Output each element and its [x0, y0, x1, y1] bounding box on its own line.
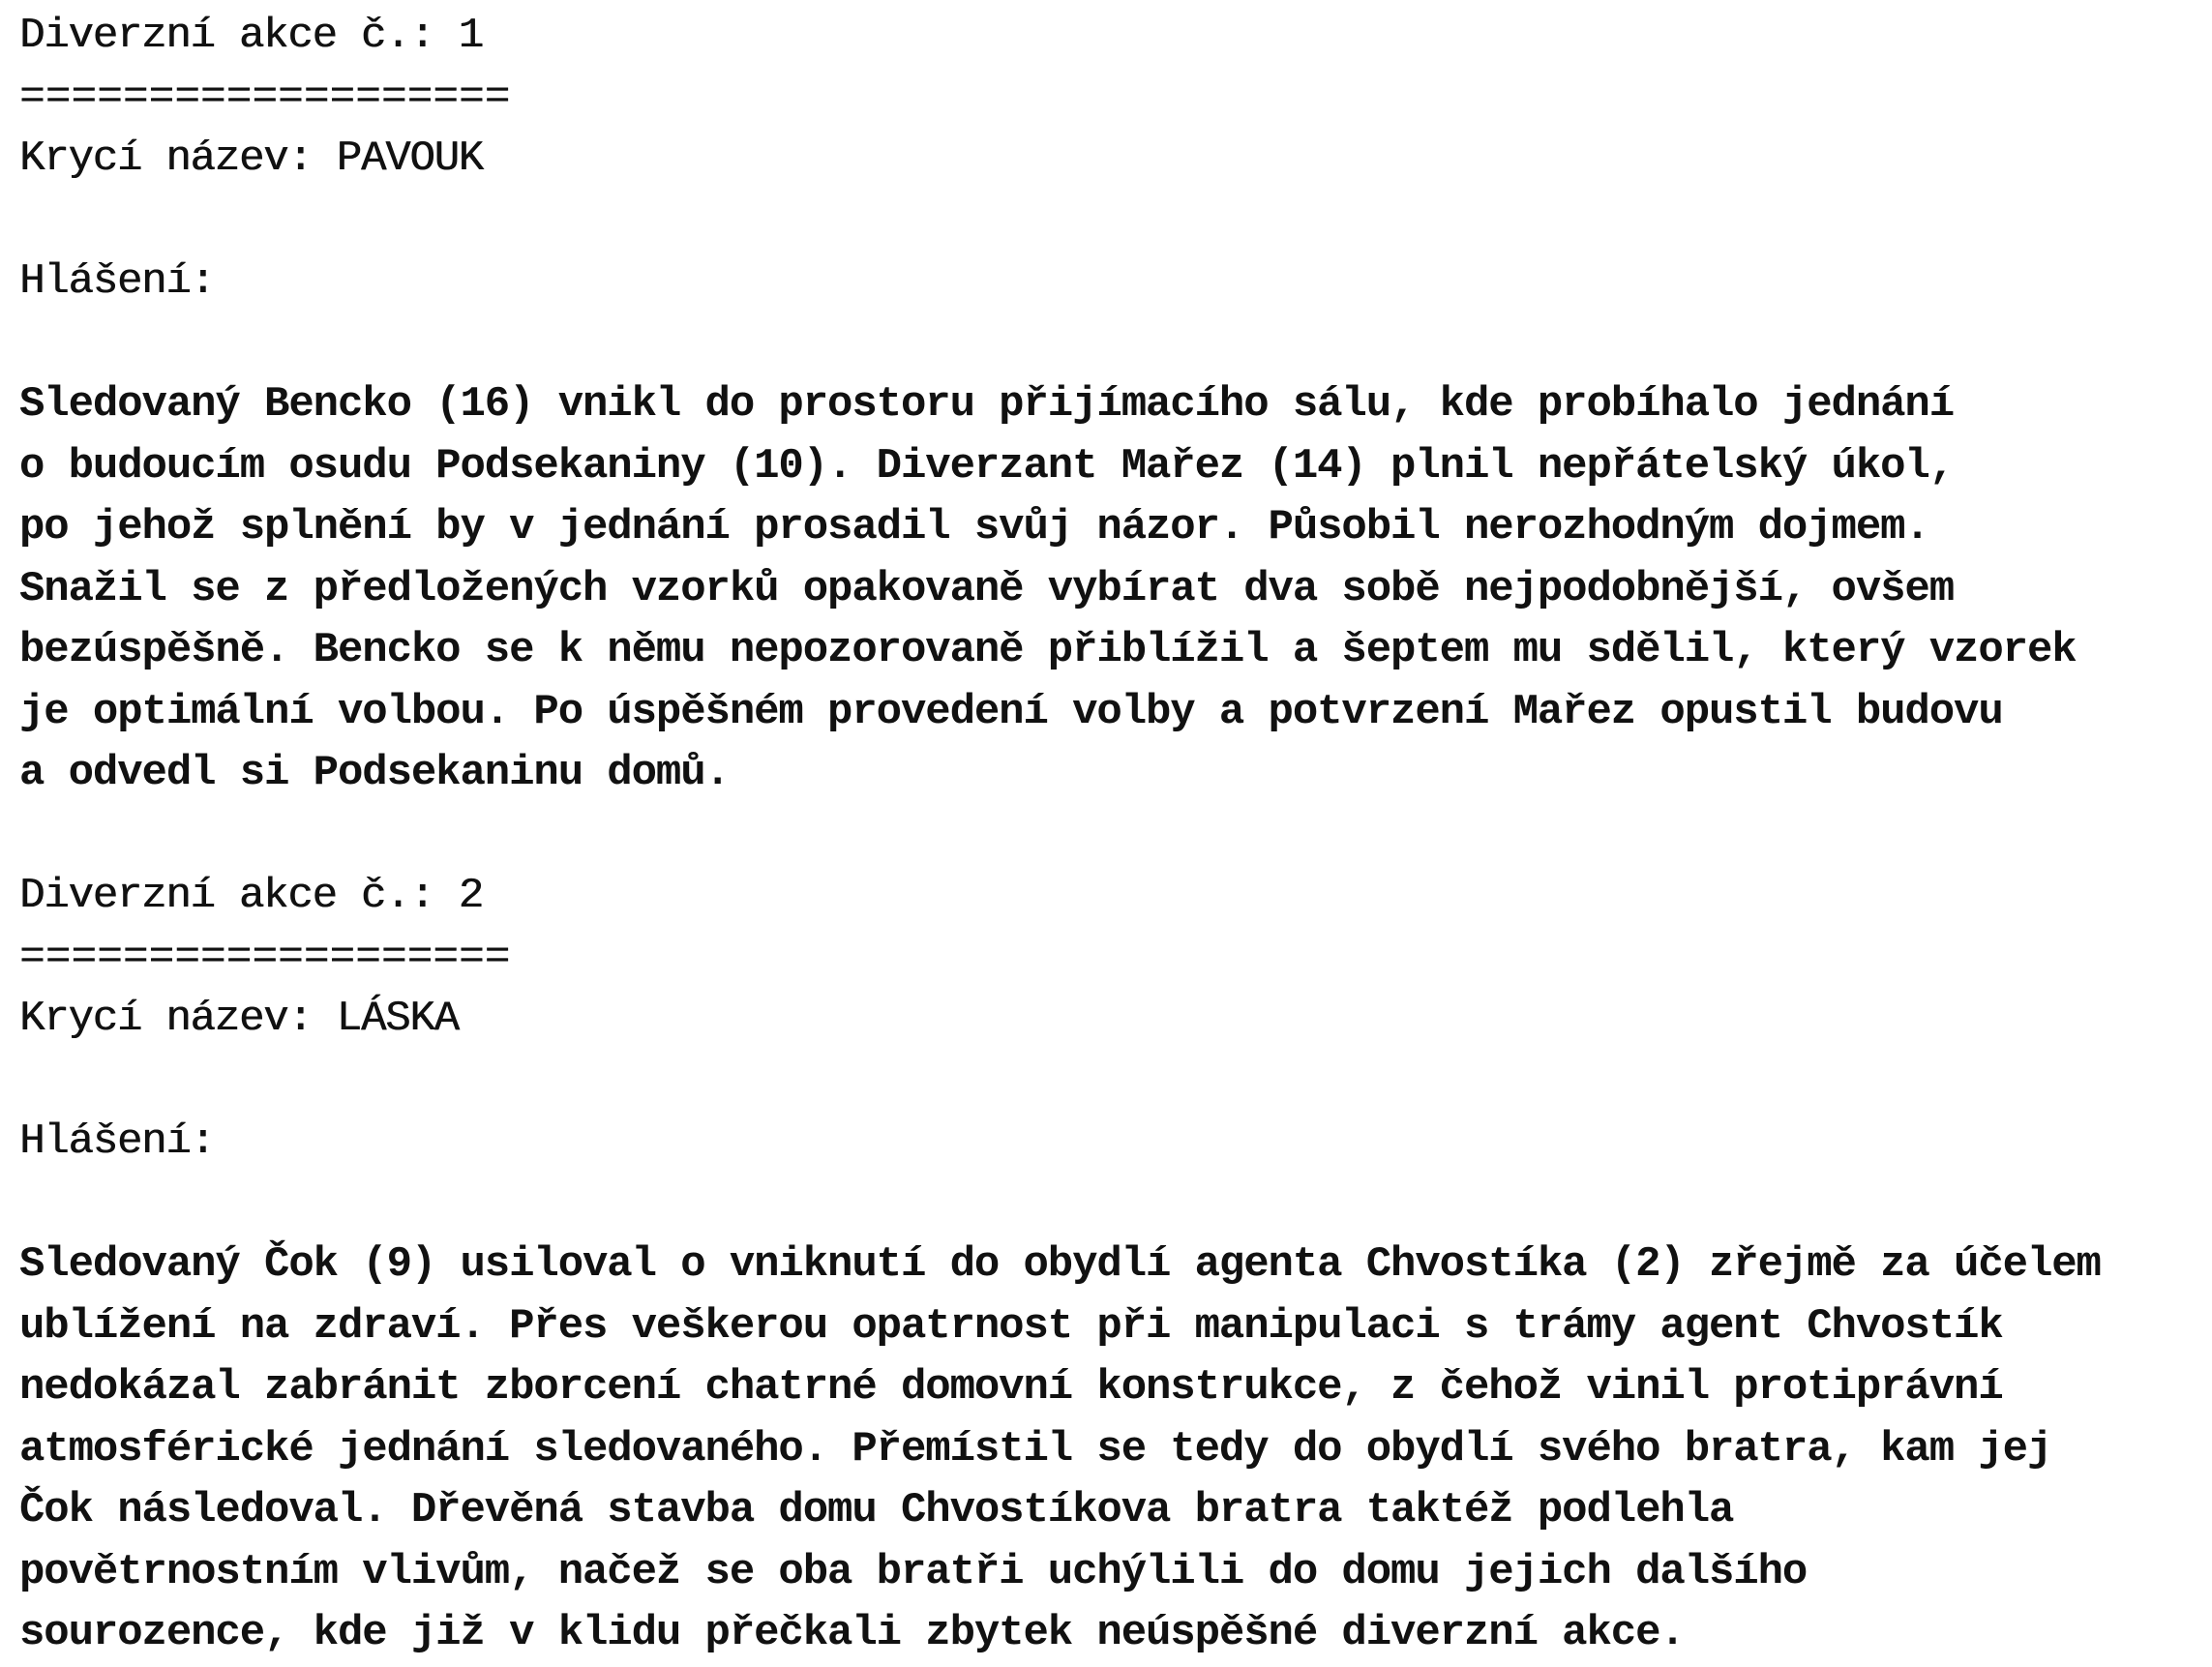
- spacer: [19, 805, 2197, 867]
- report-line: o budoucím osudu Podsekaniny (10). Diverzant Mařez (14) plnil nepřátelský úkol,: [19, 441, 1955, 491]
- spacer: [19, 313, 2197, 375]
- report-line: Čok následoval. Dřevěná stavba domu Chvostíkova bratra taktéž podlehla: [19, 1486, 1734, 1534]
- report-text: [19, 1235, 2197, 1665]
- spacer: [19, 1051, 2197, 1113]
- report-line: atmosférické jednání sledovaného. Přemístil se tedy do obydlí svého bratra, kam jej: [19, 1424, 2052, 1474]
- report-text: [19, 374, 2197, 805]
- report-line: po jehož splnění by v jednání prosadil svůj názor. Působil nerozhodným dojmem.: [19, 503, 1929, 551]
- spacer: [19, 191, 2197, 253]
- title-underline: ===================: [19, 933, 511, 982]
- report-line: povětrnostním vlivům, načež se oba bratři uchýlili do domu jejich dalšího: [19, 1547, 1808, 1596]
- report-line: ublížení na zdraví. Přes veškerou opatrnost při manipulaci s trámy agent Chvostík: [19, 1301, 2003, 1351]
- report-line: bezúspěšně. Bencko se k němu nepozorovaně přiblížil a šeptem mu sdělil, který vzorek: [19, 626, 2077, 674]
- spacer: [19, 1174, 2197, 1235]
- report-title: Diverzní akce č.: 2: [19, 872, 483, 920]
- report-line: Snažil se z předložených vzorků opakovaně vybírat dva sobě nejpodobnější, ovšem: [19, 564, 1955, 613]
- diversion-report-1: [19, 6, 2197, 805]
- report-line: nedokázal zabránit zborcení chatrné domovní konstrukce, z čehož vinil protiprávní: [19, 1363, 2003, 1412]
- report-line: Sledovaný Čok (9) usiloval o vniknutí do obydlí agenta Chvostíka (2) zřejmě za účelem: [19, 1240, 2101, 1289]
- report-line: sourozence, kde již v klidu přečkali zbytek neúspěšné diverzní akce.: [19, 1609, 1685, 1657]
- diversion-report-2: [19, 866, 2197, 1665]
- report-title: Diverzní akce č.: 1: [19, 12, 483, 60]
- report-label: Hlášení:: [19, 257, 215, 306]
- report-line: je optimální volbou. Po úspěšném provedení volby a potvrzení Mařez opustil budovu: [19, 687, 2003, 736]
- codename: Krycí název: LÁSKA: [19, 995, 459, 1043]
- title-underline: ===================: [19, 73, 511, 122]
- report-label: Hlášení:: [19, 1117, 215, 1166]
- document-body: [19, 6, 2197, 1665]
- codename: Krycí název: PAVOUK: [19, 134, 483, 183]
- report-line: a odvedl si Podsekaninu domů.: [19, 749, 730, 797]
- report-line: Sledovaný Bencko (16) vnikl do prostoru přijímacího sálu, kde probíhalo jednání: [19, 380, 1955, 429]
